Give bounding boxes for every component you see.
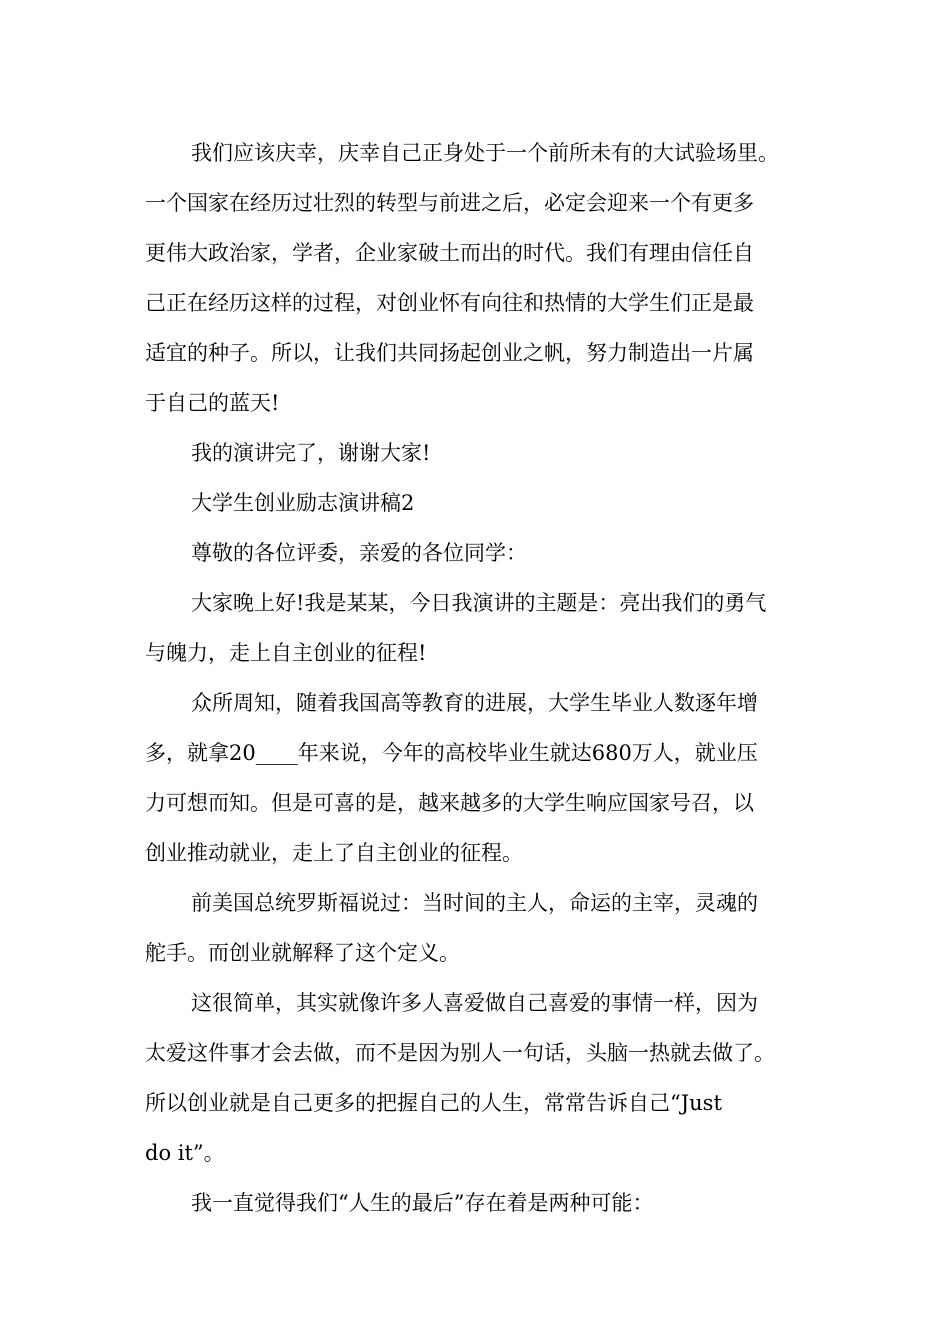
paragraph-line: 力可想而知。但是可喜的是，越来越多的大学生响应国家号召，以 [145,791,754,815]
paragraph-line: 这很简单，其实就像许多人喜爱做自己喜爱的事情一样，因为 [191,991,758,1015]
paragraph-line: 创业推动就业，走上了自主创业的征程。 [145,841,523,865]
paragraph-line: 我们应该庆幸，庆幸自己正身处于一个前所未有的大试验场里。 [191,141,779,165]
paragraph-line: 一个国家在经历过壮烈的转型与前进之后，必定会迎来一个有更多 [145,191,754,215]
paragraph-line: 多，就拿20____年来说，今年的高校毕业生就达680万人，就业压 [145,741,758,765]
paragraph-line: 前美国总统罗斯福说过：当时间的主人，命运的主宰，灵魂的 [191,891,758,915]
paragraph-line: 大家晚上好!我是某某，今日我演讲的主题是：亮出我们的勇气 [191,591,767,615]
paragraph-line: 于自己的蓝天! [145,391,280,415]
paragraph-line: 我一直觉得我们“人生的最后”存在着是两种可能： [191,1191,654,1215]
paragraph-line: 适宜的种子。所以，让我们共同扬起创业之帆，努力制造出一片属 [145,341,754,365]
paragraph-line: 所以创业就是自己更多的把握自己的人生，常常告诉自己“Just [145,1091,722,1115]
paragraph-line: 舵手。而创业就解释了这个定义。 [145,941,460,965]
paragraph-line: 太爱这件事才会去做，而不是因为别人一句话，头脑一热就去做了。 [145,1041,775,1065]
paragraph-line: 己正在经历这样的过程，对创业怀有向往和热情的大学生们正是最 [145,291,754,315]
paragraph-line: 我的演讲完了，谢谢大家! [191,441,431,465]
paragraph-line: do it”。 [145,1141,225,1165]
document-body [145,128,825,1228]
section-title: 大学生创业励志演讲稿2 [191,491,415,515]
salutation-line: 尊敬的各位评委，亲爱的各位同学： [191,541,527,565]
paragraph-line: 更伟大政治家，学者，企业家破土而出的时代。我们有理由信任自 [145,241,754,265]
paragraph-line: 与魄力，走上自主创业的征程! [145,641,427,665]
paragraph-line: 众所周知，随着我国高等教育的进展，大学生毕业人数逐年增 [191,691,758,715]
